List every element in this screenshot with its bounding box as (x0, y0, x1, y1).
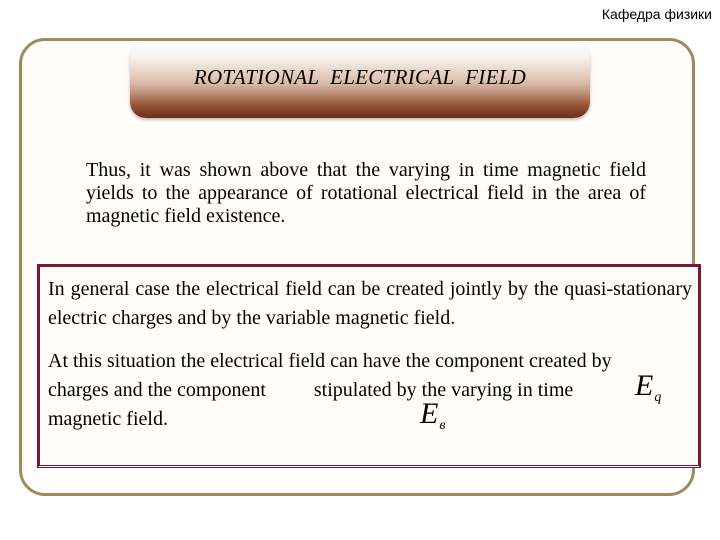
situation-text-part2: stipulated by the varying in time magnetic field. (48, 379, 574, 430)
department-label: Кафедра физики (601, 6, 712, 22)
symbol-e-b-base: E (420, 397, 439, 430)
situation-paragraph (48, 347, 628, 434)
situation-text-part1: At this situation the electrical field can have the component created by charges and the component (48, 350, 612, 401)
title-banner (130, 42, 590, 118)
intro-paragraph: Thus, it was shown above that the varying in time magnetic field yields to the appearance of rotational electrical field in the area of magnetic field existence. (86, 159, 646, 227)
symbol-e-q-sub: q (654, 390, 662, 405)
slide-title: ROTATIONAL ELECTRICAL FIELD (193, 64, 527, 89)
symbol-e-q-base: E (635, 369, 654, 402)
general-case-paragraph: In general case the electrical field can be created jointly by the quasi-stationary electric charges and by the variable magnetic field. (48, 278, 692, 329)
content-box (37, 264, 701, 468)
symbol-e-b (420, 399, 445, 441)
symbol-e-q (635, 371, 661, 413)
symbol-e-b-sub: в (439, 418, 446, 433)
